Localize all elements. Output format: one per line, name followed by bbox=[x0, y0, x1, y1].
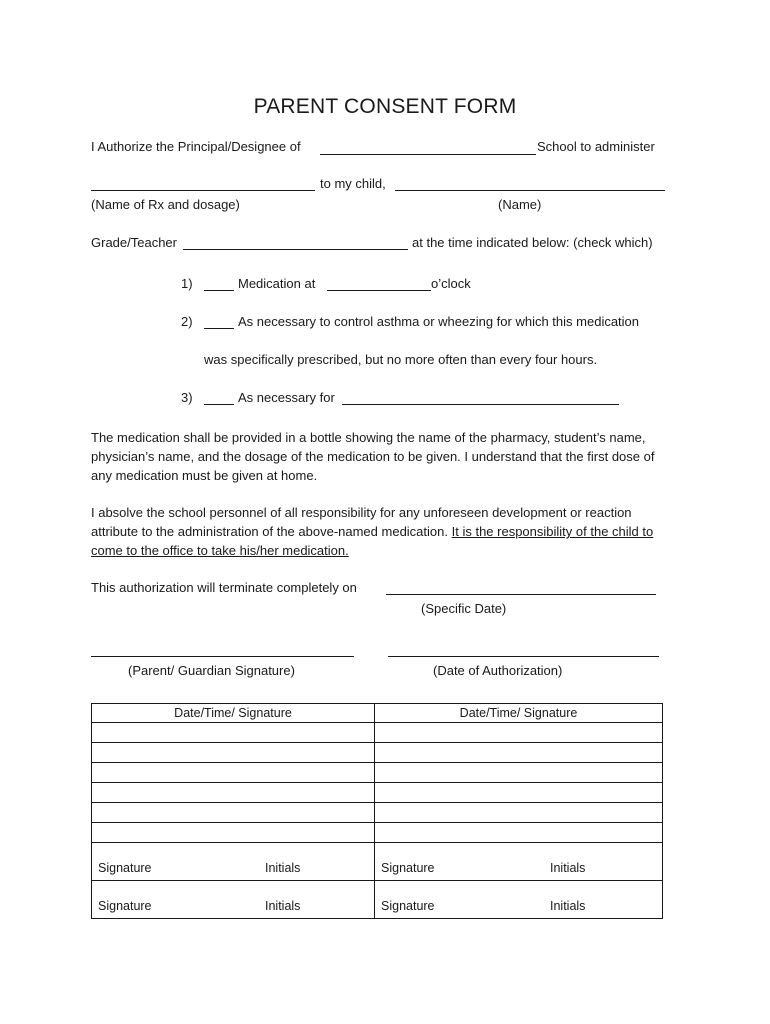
child-name-field[interactable] bbox=[395, 190, 665, 191]
log-cell[interactable] bbox=[92, 743, 375, 763]
signature-label: Signature bbox=[98, 899, 152, 913]
log-cell[interactable] bbox=[375, 803, 663, 823]
option-1-check[interactable] bbox=[204, 290, 234, 291]
log-cell[interactable] bbox=[92, 723, 375, 743]
log-row bbox=[92, 763, 663, 783]
specific-date-label: (Specific Date) bbox=[421, 601, 507, 616]
initials-label: Initials bbox=[550, 861, 586, 875]
authorization-date-label: (Date of Authorization) bbox=[433, 663, 563, 678]
log-cell[interactable] bbox=[375, 823, 663, 843]
option-2-text: As necessary to control asthma or wheezing for which this medication bbox=[238, 314, 640, 329]
option-1-suffix: o’clock bbox=[431, 276, 471, 291]
signature-cell-left[interactable] bbox=[92, 881, 375, 919]
administration-log-table bbox=[91, 703, 663, 919]
log-cell[interactable] bbox=[92, 783, 375, 803]
termination-text: This authorization will terminate completely on bbox=[91, 580, 357, 595]
option-2-check[interactable] bbox=[204, 328, 234, 329]
log-row bbox=[92, 743, 663, 763]
parent-signature-field[interactable] bbox=[91, 656, 354, 657]
option-1-number: 1) bbox=[181, 276, 193, 291]
log-cell[interactable] bbox=[375, 763, 663, 783]
signature-cell-right[interactable] bbox=[375, 881, 663, 919]
log-header-right: Date/Time/ Signature bbox=[375, 704, 663, 723]
option-1-text: Medication at bbox=[238, 276, 316, 291]
responsibility-text: It is the responsibility of the child to come to the office to take his/her medication. bbox=[91, 524, 654, 558]
signature-row bbox=[92, 881, 663, 919]
option-3-check[interactable] bbox=[204, 404, 234, 405]
log-cell[interactable] bbox=[92, 803, 375, 823]
initials-label: Initials bbox=[550, 899, 586, 913]
log-cell[interactable] bbox=[375, 743, 663, 763]
child-name-label: (Name) bbox=[498, 197, 542, 212]
log-row bbox=[92, 723, 663, 743]
page-title: PARENT CONSENT FORM bbox=[253, 95, 517, 118]
log-cell[interactable] bbox=[375, 723, 663, 743]
school-name-field[interactable] bbox=[320, 154, 536, 155]
log-cell[interactable] bbox=[92, 823, 375, 843]
authorize-suffix: School to administer bbox=[537, 139, 655, 154]
log-cell[interactable] bbox=[92, 763, 375, 783]
initials-label: Initials bbox=[265, 861, 301, 875]
signature-cell-right[interactable] bbox=[375, 843, 663, 881]
option-1-time-field[interactable] bbox=[327, 290, 431, 291]
rx-dosage-label: (Name of Rx and dosage) bbox=[91, 197, 240, 212]
signature-row bbox=[92, 843, 663, 881]
log-row bbox=[92, 803, 663, 823]
absolve-text: I absolve the school personnel of all responsibility for any unforeseen development or reaction attribute to the administration of the above-named medication. bbox=[91, 505, 632, 539]
option-3-number: 3) bbox=[181, 390, 193, 405]
log-row bbox=[92, 783, 663, 803]
signature-label: Signature bbox=[98, 861, 152, 875]
absolve-paragraph bbox=[91, 503, 676, 560]
to-my-child-text: to my child, bbox=[320, 176, 386, 191]
log-row bbox=[92, 823, 663, 843]
log-header-left: Date/Time/ Signature bbox=[92, 704, 375, 723]
parent-signature-label: (Parent/ Guardian Signature) bbox=[128, 663, 295, 678]
authorize-prefix: I Authorize the Principal/Designee of bbox=[91, 139, 301, 154]
rx-dosage-field[interactable] bbox=[91, 190, 315, 191]
grade-teacher-label: Grade/Teacher bbox=[91, 235, 177, 250]
termination-date-field[interactable] bbox=[386, 594, 656, 595]
signature-label: Signature bbox=[381, 861, 435, 875]
grade-teacher-field[interactable] bbox=[183, 249, 408, 250]
option-2-number: 2) bbox=[181, 314, 193, 329]
option-2-continuation: was specifically prescribed, but no more often than every four hours. bbox=[204, 352, 598, 367]
signature-cell-left[interactable] bbox=[92, 843, 375, 881]
option-3-reason-field[interactable] bbox=[342, 404, 619, 405]
signature-label: Signature bbox=[381, 899, 435, 913]
grade-suffix: at the time indicated below: (check which) bbox=[412, 235, 653, 250]
initials-label: Initials bbox=[265, 899, 301, 913]
option-3-text: As necessary for bbox=[238, 390, 335, 405]
medication-paragraph: The medication shall be provided in a bottle showing the name of the pharmacy, student’s name, physician’s name, and the dosage of the medication to be given. I understand that the first dose of any medication must be given at home. bbox=[91, 430, 655, 483]
authorization-date-field[interactable] bbox=[388, 656, 659, 657]
log-cell[interactable] bbox=[375, 783, 663, 803]
